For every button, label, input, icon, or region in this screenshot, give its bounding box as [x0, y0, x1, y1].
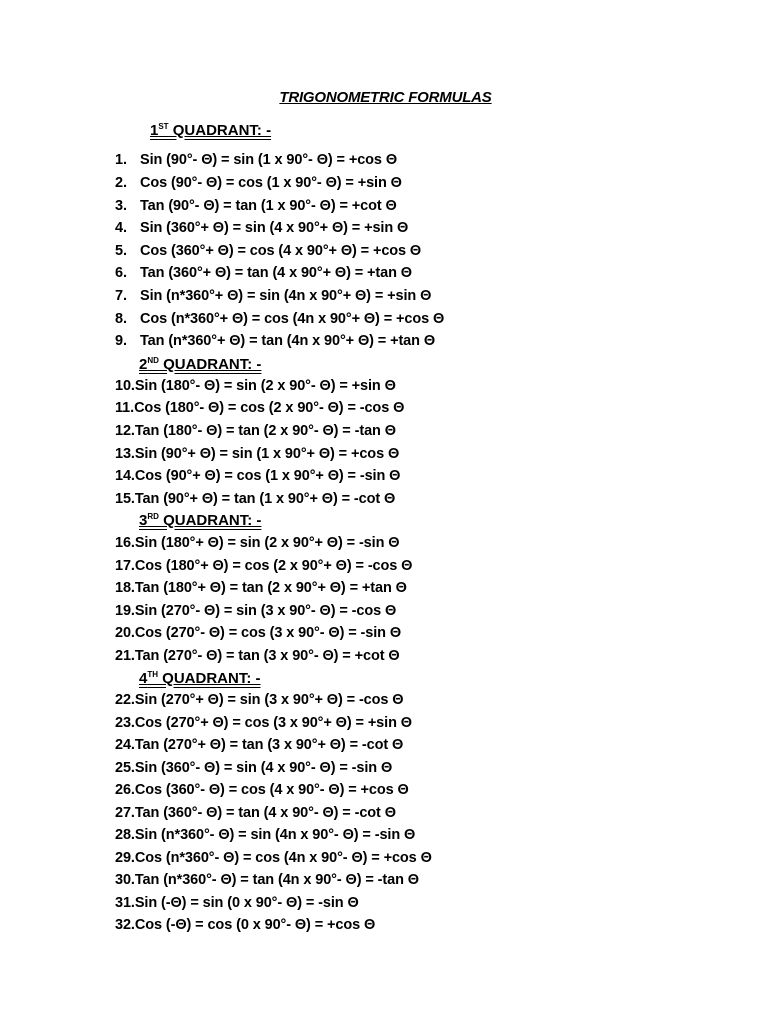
formula-item	[115, 760, 392, 776]
formula-number: 5.	[115, 243, 127, 259]
formula-text: Tan (n*360°+ Θ) = tan (4n x 90°+ Θ) = +tan Θ	[140, 333, 436, 349]
formula-item	[115, 198, 397, 214]
quadrant-heading-superscript: ND	[147, 356, 159, 365]
formula-number: 17.	[115, 558, 135, 574]
quadrant-heading-3	[139, 512, 261, 529]
quadrant-heading-1	[150, 122, 271, 139]
formula-number: 14.	[115, 468, 135, 484]
formula-number: 15.	[115, 491, 135, 507]
quadrant-heading-number: 4	[139, 670, 148, 687]
formula-number: 3.	[115, 198, 127, 214]
quadrant-heading-superscript: TH	[147, 670, 159, 679]
formula-item	[115, 265, 412, 281]
formula-text: Sin (270°+ Θ) = sin (3 x 90°+ Θ) = -cos Θ	[134, 692, 404, 708]
formula-item	[115, 152, 397, 168]
formula-item	[115, 535, 399, 551]
formula-item	[115, 782, 409, 798]
formula-number: 30.	[115, 872, 135, 888]
formula-item	[115, 715, 412, 731]
quadrant-heading-4	[139, 670, 261, 687]
quadrant-heading-label: QUADRANT: -	[158, 356, 262, 373]
formula-item	[115, 491, 395, 507]
formula-text: Sin (-Θ) = sin (0 x 90°- Θ) = -sin Θ	[134, 895, 359, 911]
formula-number: 6.	[115, 265, 127, 281]
formula-text: Tan (90°- Θ) = tan (1 x 90°- Θ) = +cot Θ	[140, 198, 397, 214]
formula-item	[115, 603, 396, 619]
formula-text: Sin (360°+ Θ) = sin (4 x 90°+ Θ) = +sin Θ	[140, 220, 409, 236]
formula-number: 26.	[115, 782, 135, 798]
formula-number: 12.	[115, 423, 135, 439]
formula-number: 16.	[115, 535, 135, 551]
formula-text: Sin (180°- Θ) = sin (2 x 90°- Θ) = +sin Θ	[134, 378, 396, 394]
formula-number: 23.	[115, 715, 135, 731]
formula-text: Tan (n*360°- Θ) = tan (4n x 90°- Θ) = -tan Θ	[134, 872, 419, 888]
formula-text: Sin (360°- Θ) = sin (4 x 90°- Θ) = -sin Θ	[134, 760, 393, 776]
formula-item	[115, 737, 403, 753]
formula-item	[115, 917, 375, 933]
formula-text: Sin (n*360°- Θ) = sin (4n x 90°- Θ) = -sin Θ	[134, 827, 416, 843]
formula-number: 31.	[115, 895, 135, 911]
formula-item	[115, 805, 396, 821]
quadrant-heading-superscript: ST	[158, 122, 169, 131]
formula-item	[115, 446, 399, 462]
formula-item	[115, 220, 408, 236]
formula-item	[115, 333, 435, 349]
formula-number: 13.	[115, 446, 135, 462]
formula-number: 20.	[115, 625, 135, 641]
formula-number: 10.	[115, 378, 135, 394]
formula-item	[115, 311, 444, 327]
quadrant-heading-number: 2	[139, 356, 148, 373]
formula-item	[115, 288, 431, 304]
formula-text: Cos (270°+ Θ) = cos (3 x 90°+ Θ) = +sin Θ	[134, 715, 412, 731]
formula-item	[115, 625, 401, 641]
formula-text: Sin (180°+ Θ) = sin (2 x 90°+ Θ) = -sin Θ	[134, 535, 400, 551]
formula-item	[115, 423, 396, 439]
formula-text: Tan (90°+ Θ) = tan (1 x 90°+ Θ) = -cot Θ	[134, 491, 396, 507]
formula-text: Sin (270°- Θ) = sin (3 x 90°- Θ) = -cos Θ	[134, 603, 397, 619]
formula-text: Cos (90°- Θ) = cos (1 x 90°- Θ) = +sin Θ	[140, 175, 402, 191]
formula-item	[115, 243, 421, 259]
formula-item	[115, 850, 432, 866]
formula-number: 11.	[115, 400, 135, 416]
formula-number: 7.	[115, 288, 127, 304]
formula-number: 32.	[115, 917, 135, 933]
formula-item	[115, 872, 419, 888]
formula-item	[115, 580, 407, 596]
formula-number: 2.	[115, 175, 127, 191]
formula-text: Tan (270°- Θ) = tan (3 x 90°- Θ) = +cot Θ	[134, 648, 400, 664]
formula-text: Sin (n*360°+ Θ) = sin (4n x 90°+ Θ) = +sin Θ	[140, 288, 432, 304]
formula-text: Cos (n*360°- Θ) = cos (4n x 90°- Θ) = +cos Θ	[134, 850, 432, 866]
formula-item	[115, 175, 402, 191]
formula-text: Cos (180°+ Θ) = cos (2 x 90°+ Θ) = -cos Θ	[134, 558, 413, 574]
formula-number: 28.	[115, 827, 135, 843]
formula-number: 9.	[115, 333, 127, 349]
formula-item	[115, 692, 403, 708]
quadrant-heading-number: 3	[139, 512, 148, 529]
formula-number: 8.	[115, 311, 127, 327]
formula-number: 22.	[115, 692, 135, 708]
formula-text: Tan (180°+ Θ) = tan (2 x 90°+ Θ) = +tan Θ	[134, 580, 407, 596]
formula-item	[115, 468, 400, 484]
formula-text: Tan (360°- Θ) = tan (4 x 90°- Θ) = -cot Θ	[134, 805, 396, 821]
formula-text: Cos (360°- Θ) = cos (4 x 90°- Θ) = +cos Θ	[134, 782, 409, 798]
formula-text: Tan (270°+ Θ) = tan (3 x 90°+ Θ) = -cot Θ	[134, 737, 404, 753]
formula-item	[115, 400, 404, 416]
formula-text: Tan (360°+ Θ) = tan (4 x 90°+ Θ) = +tan Θ	[140, 265, 412, 281]
formula-number: 24.	[115, 737, 135, 753]
formula-number: 21.	[115, 648, 135, 664]
formula-number: 18.	[115, 580, 135, 596]
formula-item	[115, 827, 415, 843]
page-title: TRIGONOMETRIC FORMULAS	[279, 89, 492, 106]
formula-text: Sin (90°- Θ) = sin (1 x 90°- Θ) = +cos Θ	[140, 152, 398, 168]
formula-item	[115, 378, 396, 394]
formula-text: Sin (90°+ Θ) = sin (1 x 90°+ Θ) = +cos Θ	[134, 446, 400, 462]
quadrant-heading-label: QUADRANT: -	[158, 512, 262, 529]
formula-item	[115, 648, 400, 664]
formula-item	[115, 895, 359, 911]
formula-number: 27.	[115, 805, 135, 821]
formula-number: 4.	[115, 220, 127, 236]
quadrant-heading-label: QUADRANT: -	[158, 670, 261, 687]
quadrant-heading-label: QUADRANT: -	[168, 122, 272, 139]
formula-number: 19.	[115, 603, 135, 619]
formula-item	[115, 558, 412, 574]
formula-text: Cos (360°+ Θ) = cos (4 x 90°+ Θ) = +cos Θ	[140, 243, 422, 259]
quadrant-heading-number: 1	[150, 122, 159, 139]
formula-number: 29.	[115, 850, 135, 866]
formula-text: Tan (180°- Θ) = tan (2 x 90°- Θ) = -tan Θ	[134, 423, 396, 439]
formula-text: Cos (n*360°+ Θ) = cos (4n x 90°+ Θ) = +cos Θ	[140, 311, 445, 327]
quadrant-heading-2	[139, 356, 261, 373]
formula-text: Cos (90°+ Θ) = cos (1 x 90°+ Θ) = -sin Θ	[134, 468, 401, 484]
formula-number: 1.	[115, 152, 127, 168]
formula-text: Cos (270°- Θ) = cos (3 x 90°- Θ) = -sin Θ	[134, 625, 402, 641]
formula-text: Cos (180°- Θ) = cos (2 x 90°- Θ) = -cos Θ	[134, 400, 405, 416]
formula-text: Cos (-Θ) = cos (0 x 90°- Θ) = +cos Θ	[134, 917, 376, 933]
formula-number: 25.	[115, 760, 135, 776]
quadrant-heading-superscript: RD	[147, 512, 159, 521]
